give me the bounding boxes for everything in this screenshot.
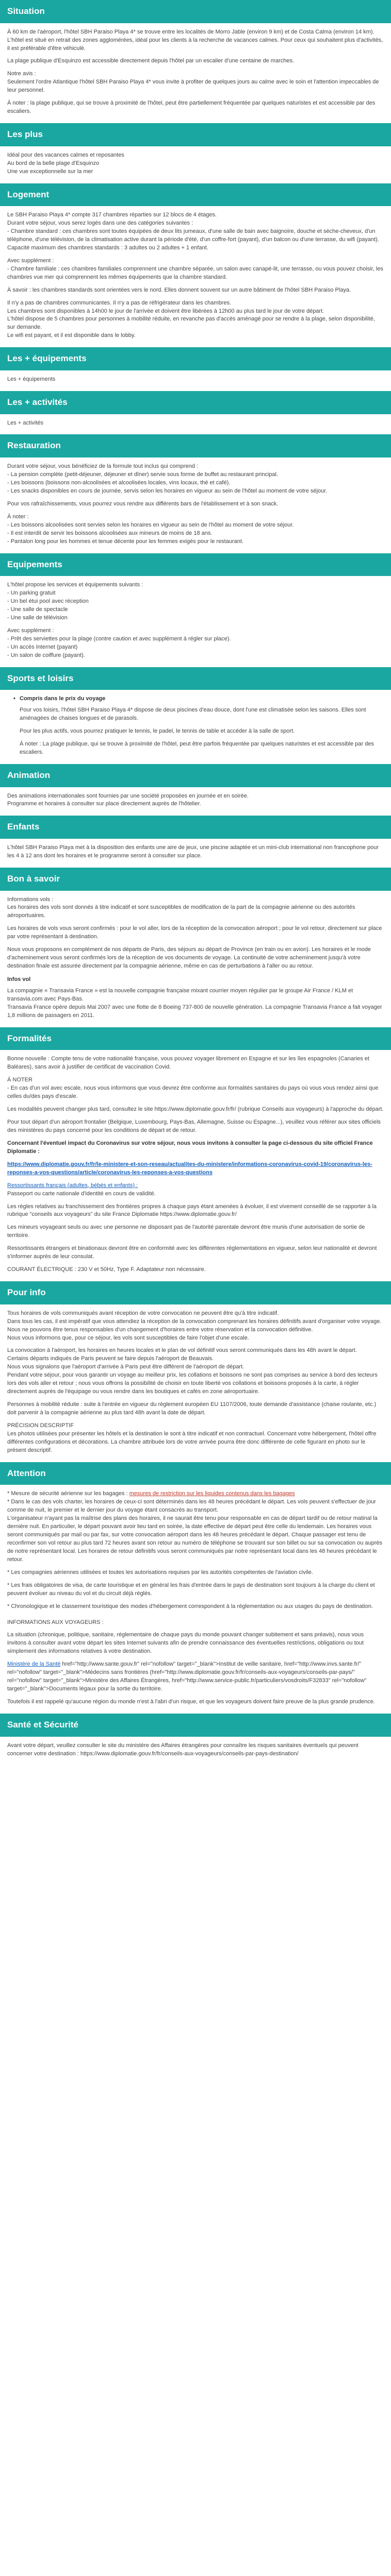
logement-paragraph: - Chambre standard : ces chambres sont toutes équipées de deux lits jumeaux, d'une salle de bain avec baignoire, douche et sèche-cheveux, d'un téléphone, d'une télévision, de la climatisation active durant la période d'été, d'un coffre-fort (payant), d'un balcon ou d'une terrasse, du wifi (payant). Capacité maximum des chambres standards : 3 adultes ou 2 adultes + 1 enfant. — [7, 228, 379, 251]
section-header-pour-info: Pour info — [0, 1281, 391, 1304]
section-header-animation: Animation — [0, 764, 391, 787]
formalites-paragraph: Passeport ou carte nationale d'identité en cours de validité. — [7, 1190, 156, 1197]
attention-paragraph: L'organisateur n'ayant pas la maîtrise des plans des horaires, il ne saurait être tenu pour responsable en cas de départ tardif ou de retour matinal la dernière nuit. En particulier, le départ pouvant avoir lieu tard en soirée, la date effective de départ peut être celle du lendemain. Les horaires vous seront communiqués par mail ou par fax, sur votre convocation aéroport dans les 48 heures précédant le départ. Chaque passager est tenu de reconfirmer son vol retour au plus tard 72 heures avant son retour au numéro de téléphone se trouvant sur son billet ou sur sa convocation ou auprès de notre représentant local. Les horaires de retour définitifs vous seront communiqués par notre représentant local dans les 48 heures précédant le retour. — [7, 1515, 383, 1563]
pour-info-paragraph: Tous horaires de vols communiqués avant réception de votre convocation ne peuvent être qu'à titre indicatif. — [7, 1310, 279, 1316]
section-formalites — [0, 1055, 391, 1274]
section-plus-equipements — [0, 376, 391, 384]
section-header-les-plus: Les plus — [0, 123, 391, 146]
section-animation — [0, 792, 391, 809]
pour-info-paragraph: Nous vous informons que, pour ce séjour, les vols sont susceptibles de faire l'objet d'une escale. — [7, 1334, 249, 1341]
attention-paragraph: INFORMATIONS AUX VOYAGEURS : — [7, 1619, 104, 1625]
bas-paragraph: Nous vous proposons en complément de nos départs de Paris, des séjours au départ de Province (en train ou en avion). Les horaires et le mode d'acheminement vous seront confirmés lors de la réception de vos documents de voyage. La continuité de votre acheminement jusqu'à votre destination finale est assurée directement par la compagnie aérienne, même en cas de perturbations à l'aller ou au retour. — [7, 946, 371, 970]
pour-info-paragraph: Nous vous signalons que l'aéroport d'arrivée à Paris peut être différent de l'aéroport de départ. — [7, 1364, 245, 1370]
section-header-sports: Sports et loisirs — [0, 667, 391, 690]
equipements-paragraph: - Un parking gratuit — [7, 590, 56, 597]
logement-paragraph: Il n'y a pas de chambres communicantes. Il n'y a pas de réfrigérateur dans les chambres. — [7, 299, 232, 306]
section-header-situation: Situation — [0, 0, 391, 23]
formalites-paragraph: Ressortissants étrangers et binationaux devront être en conformité avec les différentes réglementations en vigueur, selon leur nationalité et devront s'informer auprès de leur consulat. — [7, 1245, 377, 1260]
attention-paragraph — [7, 1490, 384, 1498]
restauration-paragraph: À noter : — [7, 513, 29, 520]
logement-paragraph: Durant votre séjour, vous serez logés dans une des catégories suivantes : — [7, 220, 193, 227]
section-les-plus — [0, 151, 391, 176]
sports-included-heading: • Compris dans le prix du voyage — [7, 695, 384, 703]
section-header-enfants: Enfants — [0, 816, 391, 839]
situation-opinion-label: Notre avis : — [7, 71, 36, 77]
situation-paragraph: La plage publique d'Esquinzo est accessible directement depuis l'hôtel par un escalier d'une centaine de marches. — [7, 58, 295, 64]
plus-item: Idéal pour des vacances calmes et reposantes — [7, 151, 124, 158]
section-attention — [0, 1490, 391, 1706]
attention-paragraph: * Les frais obligatoires de visa, de carte touristique et en général les frais d'entrée dans le pays de destination sont toujours à la charge du client et peuvent évoluer au niveau du vol et du circuit déjà réglés. — [7, 1582, 375, 1597]
logement-paragraph: Les chambres sont disponibles à 14h00 le jour de l'arrivée et doivent être libérées à 12h00 au plus tard le jour de votre départ. — [7, 308, 324, 314]
section-header-plus-activites: Les + activités — [0, 391, 391, 414]
formalites-covid-link[interactable]: https://www.diplomatie.gouv.fr/fr/le-ministere-et-son-reseau/actualites-du-ministere/informations-coronavirus-covid-19/coronavirus-les-reponses-a-vos-questions/article/coronavirus-les-reponses-a-vos-questions — [7, 1161, 372, 1176]
formalites-covid-intro: Concernant l'éventuel impact du Coronavirus sur votre séjour, nous vous invitons à consulter la page ci-dessous du site officiel France Diplomatie : — [7, 1140, 373, 1155]
situation-paragraph: À 60 km de l'aéroport, l'hôtel SBH Paraiso Playa 4* se trouve entre les localités de Morro Jable (environ 9 km) et de Costa Calma (environ 14 km). L'hôtel est situé en retrait des zones agglomérées, idéal pour les clients à la recherche de vacances calmes. Pour ceux qui souhaitent plus d'activités, il est préférable d'être véhiculé. — [7, 28, 383, 52]
attention-paragraph: * Dans le cas des vols charter, les horaires de ceux-ci sont déterminés dans les 48 heures précédant le départ. Les vols peuvent s'effectuer de jour comme de nuit, le premier et le dernier jour du voyage étant consacrés au transport. — [7, 1499, 376, 1514]
restauration-paragraph: Durant votre séjour, vous bénéficiez de la formule tout inclus qui comprend : — [7, 463, 198, 470]
section-pour-info — [0, 1310, 391, 1455]
formalites-subheading-link[interactable]: Ressortissants français (adultes, bébés et enfants) : — [7, 1182, 138, 1189]
equipements-paragraph: - Prêt des serviettes pour la plage (contre caution et avec supplément à régler sur place). — [7, 635, 231, 642]
restauration-paragraph: - La pension complète (petit-déjeuner, déjeuner et dîner) servie sous forme de buffet au restaurant principal. — [7, 471, 279, 478]
liquids-restriction-link[interactable]: mesures de restriction sur les liquides contenus dans les bagages — [129, 1490, 295, 1497]
bas-paragraph: La compagnie « Transavia France » est la nouvelle compagnie française mixant courrier moyen régulier par le groupe Air France / KLM et transavia.com avec Pays-Bas. — [7, 987, 353, 1002]
sports-paragraph: À noter : La plage publique, qui se trouve à proximité de l'hôtel, peut être parfois fréquentée par quelques naturistes et est accessible par des escaliers. — [20, 741, 374, 755]
attention-paragraph: Toutefois il est rappelé qu'aucune région du monde n'est à l'abri d'un risque, et que les voyageurs doivent faire preuve de la plus grande prudence. — [7, 1699, 375, 1705]
equipements-paragraph: Avec supplément : — [7, 627, 54, 634]
section-situation — [0, 28, 391, 116]
section-equipements — [0, 581, 391, 659]
situation-opinion: Seulement l'ordre Atlantique l'hôtel SBH Paraiso Playa 4* vous invite à profiter de quelques jours au calme avec le soin et l'attention impeccables de leur personnel. — [7, 79, 379, 94]
formalites-paragraph: Les règles relatives au franchissement des frontières propres à chaque pays étant amenées à évoluer, il est vivement conseillé de se rapporter à la rubrique "conseils aux voyageurs" du site France Diplomatie https://www.diplomatie.gouv.fr/ — [7, 1203, 377, 1218]
section-header-attention: Attention — [0, 1462, 391, 1485]
logement-paragraph: Avec supplément : — [7, 257, 54, 264]
bas-paragraph: Les horaires des vols sont donnés à titre indicatif et sont susceptibles de modification de la part de la compagnie aérienne ou des autorités aéroportuaires. — [7, 904, 355, 919]
equipements-paragraph: - Un bel étui pool avec réception — [7, 598, 89, 605]
bas-paragraph: Les horaires de vols vous seront confirmés : pour le vol aller, lors de la réception de la convocation aéroport ; pour le vol retour, directement sur place par votre représentant à destination. — [7, 925, 382, 940]
section-header-logement: Logement — [0, 183, 391, 207]
section-logement — [0, 211, 391, 340]
pour-info-paragraph: Certains départs indiqués de Paris peuvent se faire depuis l'aéroport de Beauvais. — [7, 1355, 214, 1362]
bas-paragraph: Informations vols : — [7, 896, 54, 903]
pour-info-paragraph: Personnes à mobilité réduite : suite à l'entrée en vigueur du règlement européen EU 1107/2006, toute demande d'assistance (chaise roulante, etc.) doit parvenir à la compagnie aérienne au plus tard 48h avant la date de départ. — [7, 1401, 377, 1416]
pour-info-paragraph: Nous ne pouvons être tenus responsables d'un changement d'horaires entre votre réservation et la convocation définitive. — [7, 1326, 313, 1333]
formalites-paragraph: Pour tout départ d'un aéroport frontalier (Belgique, Luxembourg, Pays-Bas, Allemagne, Suisse ou Espagne...), veuillez vous référer aux sites officiels des ministères du pays concerné pour les conditions de départ et de retour. — [7, 1119, 381, 1133]
formalites-paragraph: Les modalités peuvent changer plus tard, consultez le site https://www.diplomatie.gouv.fr/fr/ (rubrique Conseils aux voyageurs) à l'approche du départ. — [7, 1106, 384, 1113]
plus-equipements-text: Les + équipements — [7, 376, 56, 382]
logement-paragraph: À savoir : les chambres standards sont orientées vers le nord. Elles donnent souvent sur un autre bâtiment de l'hôtel SBH Paraiso Playa. — [7, 286, 351, 293]
attention-links — [7, 1660, 384, 1693]
equipements-paragraph: - Une salle de spectacle — [7, 606, 68, 613]
restauration-paragraph: - Pantalon long pour les hommes et tenue décente pour les femmes exigés pour le restaurant. — [7, 538, 243, 545]
attention-security-label: * Mesure de sécurité aérienne sur les bagages : — [7, 1490, 129, 1497]
restauration-paragraph: - Les boissons (boissons non-alcoolisées et alcoolisées locales, vins locaux, thé et café). — [7, 479, 231, 486]
attention-paragraph: * Chronologique et le classement touristique des modes d'hébergement correspondent à la réglementation ou aux usages du pays de destination. — [7, 1603, 373, 1609]
formalites-paragraph: - En cas d'un vol avec escale, nous vous informons que vous devrez être conforme aux formalités sanitaires du pays où vous vous rendez ainsi que celles du/des pays d'escale. — [7, 1085, 379, 1100]
section-header-equipements: Equipements — [0, 553, 391, 577]
section-sports — [0, 695, 391, 757]
logement-paragraph: Le SBH Paraiso Playa 4* compte 317 chambres réparties sur 12 blocs de 4 étages. — [7, 212, 217, 218]
section-bon-a-savoir — [0, 896, 391, 1020]
section-header-formalites: Formalités — [0, 1027, 391, 1050]
equipements-paragraph: - Un salon de coiffure (payant). — [7, 652, 85, 658]
attention-paragraph: * Les compagnies aériennes utilisées et toutes les autorisations requises par les autorités compétentes de l'aviation civile. — [7, 1569, 313, 1575]
equipements-paragraph: - Une salle de télévision — [7, 614, 68, 621]
section-header-restauration: Restauration — [0, 434, 391, 457]
logement-paragraph: - Chambre familiale : ces chambres familiales comprennent une chambre séparée, un salon avec canapé-lit, une terrasse, ou vous pouvez choisir, les chambres vue mer qui comprennent les mêmes équipements que la chambre standard. — [7, 265, 383, 280]
formalites-paragraph: Bonne nouvelle : Compte tenu de votre nationalité française, vous pouvez voyager librement en Espagne et sur les îles espagnoles (Canaries et Baléares), sans avoir à justifier de certificat de vaccination Covid. — [7, 1056, 369, 1071]
sports-paragraph: Pour les plus actifs, vous pourrez pratiquer le tennis, le padel, le tennis de table et accéder à la salle de sport. — [20, 728, 295, 735]
bas-subheading: Infos vol — [7, 976, 31, 983]
animation-paragraph: Programme et horaires à consulter sur place directement auprès de l'hôtelier. — [7, 801, 201, 807]
sante-paragraph: Avant votre départ, veuillez consulter le site du ministère des Affaires étrangères pour connaître les risques sanitaires éventuels qui peuvent concerner votre destination : https://www.diplomatie.gouv.fr/fr/conseils-aux-voyageurs/conseils-par-pays-destination/ — [7, 1742, 359, 1757]
enfants-paragraph: L'hôtel SBH Paraiso Playa met à la disposition des enfants une aire de jeux, une piscine adaptée et un mini-club international non francophone pour les 4 à 12 ans dont les horaires et le programme seront à consulter sur place. — [7, 844, 379, 859]
restauration-paragraph: - Les snacks disponibles en cours de journée, servis selon les horaires en vigueur au sein de l'hôtel au moment de votre séjour. — [7, 487, 328, 494]
formalites-paragraph: COURANT ÉLECTRIQUE : 230 V et 50Hz, Type F. Adaptateur non nécessaire. — [7, 1266, 206, 1273]
plus-activites-text: Les + activités — [7, 419, 44, 426]
section-restauration — [0, 463, 391, 546]
section-plus-activites — [0, 419, 391, 428]
situation-note: À noter : la plage publique, qui se trouve à proximité de l'hôtel, peut être partiellement fréquentée par quelques naturistes et est accessible par des escaliers. — [7, 100, 376, 115]
restauration-paragraph: - Il est interdit de servir les boissons alcoolisées aux mineurs de moins de 18 ans. — [7, 530, 213, 536]
pour-info-paragraph: Dans tous les cas, il est impératif que vous attendiez la réception de la convocation comprenant les horaires définitifs avant d'organiser votre voyage. — [7, 1318, 382, 1325]
formalites-paragraph: Les mineurs voyageant seuls ou avec une personne ne disposant pas de l'autorité parentale devront être munis d'une autorisation de sortie de territoire. — [7, 1224, 365, 1239]
animation-paragraph: Des animations internationales sont fournies par une société proposées en journée et en soirée. — [7, 792, 249, 799]
attention-links-raw: href="http://www.sante.gouv.fr" rel="nofollow" target="_blank">Institut de veille sanitaire, href="http://www.invs.sante.fr/" rel="nofollow" target="_blank">Médecins sans frontières (href="http://www.diplomatie.gouv.fr/fr/conseils-aux-voyageurs/conseils-par-pays/" rel="nofollow" target="_blank">Ministère des Affaires Étrangères, href="http://www.service-public.fr/particuliers/vosdroits/F32833" rel="nofollow" target="_blank">Documents légaux pour la sortie du territoire. — [7, 1661, 367, 1692]
plus-item: Une vue exceptionnelle sur la mer — [7, 168, 93, 175]
section-sante — [0, 1742, 391, 1758]
pour-info-paragraph: Pendant votre séjour, pour vous garantir un voyage au meilleur prix, les collations et boissons ne sont pas comprises au service à bord des lecteurs lors des vols aller et retour ; nous vous offrons la possibilité de choisir en toute liberté vos collations et boissons proposés à la carte, à régler directement auprès de l'équipage ou vous rendre dans les boutiques et cafés en zone aéroportuaire. — [7, 1372, 378, 1395]
ministere-sante-link[interactable]: Ministère de la Santé — [7, 1661, 61, 1668]
plus-item: Au bord de la belle plage d'Esquinzo — [7, 160, 100, 166]
equipements-paragraph: - Un accès Internet (payant) — [7, 643, 78, 650]
bas-paragraph: Transavia France opère depuis Mai 2007 avec une flotte de 8 Boeing 737-800 de nouvelle génération. La compagnie Transavia France a fait voyager 1,8 millions de passagers en 2011. — [7, 1004, 382, 1019]
logement-paragraph: Le wifi est payant, et il est disponible dans le lobby. — [7, 332, 136, 339]
sports-paragraph: Pour vos loisirs, l'hôtel SBH Paraiso Playa 4* dispose de deux piscines d'eau douce, dont l'une est climatisée selon les saisons. Elles sont aménagées de chaises longues et de parasols. — [20, 707, 366, 722]
pour-info-paragraph: PRÉCISION DESCRIPTIF — [7, 1422, 74, 1429]
logement-paragraph: L'hôtel dispose de 5 chambres pour personnes à mobilité réduite, en revanche pas d'accès aménagé pour se rendre à la plage, selon disponibilité, sur demande. — [7, 316, 375, 331]
section-header-plus-equipements: Les + équipements — [0, 347, 391, 370]
equipements-paragraph: L'hôtel propose les services et équipements suivants : — [7, 582, 143, 588]
formalites-paragraph: À NOTER — [7, 1077, 32, 1083]
restauration-paragraph: - Les boissons alcoolisées sont servies selon les horaires en vigueur au sein de l'hôtel au moment de votre séjour. — [7, 521, 294, 528]
section-header-bon-a-savoir: Bon à savoir — [0, 868, 391, 891]
pour-info-paragraph: Les photos utilisées pour présenter les hôtels et la destination le sont à titre indicatif et non contractuel. Concernant votre hébergement, l'hôtel offre différentes configurations et décorations. La chambre attribuée lors de votre arrivée pourra être donc différente de celle figurant en photo sur le présent descriptif. — [7, 1430, 377, 1453]
section-header-sante: Santé et Sécurité — [0, 1714, 391, 1737]
section-enfants — [0, 844, 391, 860]
restauration-paragraph: Pour vos rafraîchissements, vous pourrez vous rendre aux différents bars de l'établissement et à son snack. — [7, 500, 279, 507]
attention-paragraph: La situation (chronique, politique, sanitaire, réglementaire de chaque pays du monde pouvant changer subitement et sans préavis), nous vous invitons à consulter avant votre départ les sites Internet suivants afin de prendre connaissance des éventuelles restrictions, obligations ou tout simplement des informations relatives à votre destination. — [7, 1632, 364, 1655]
pour-info-paragraph: La convocation à l'aéroport, les horaires en heures locales et le plan de vol définitif vous seront communiqués dans les 48h avant le départ. — [7, 1347, 357, 1354]
